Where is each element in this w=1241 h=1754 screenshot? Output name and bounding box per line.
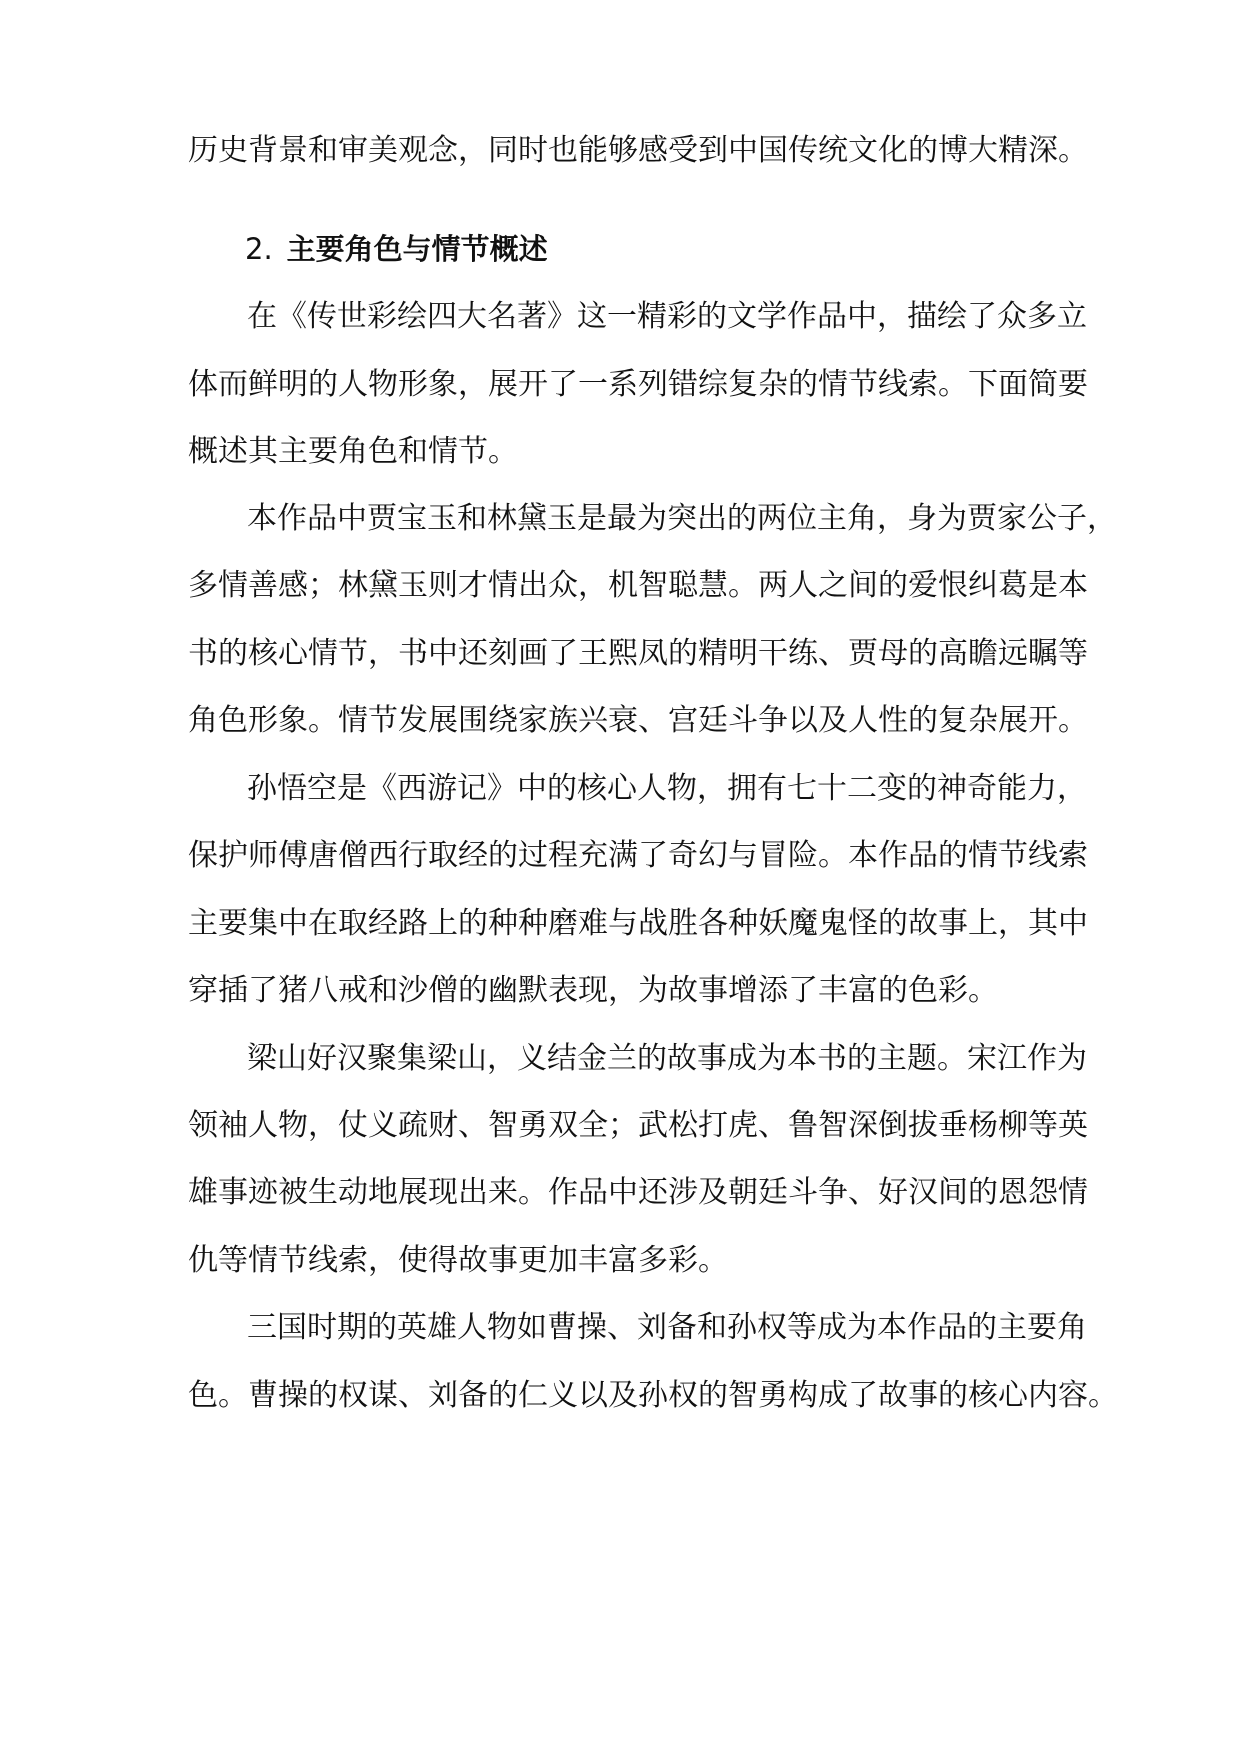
paragraph-line: 梁山好汉聚集梁山，义结金兰的故事成为本书的主题。宋江作为 xyxy=(247,1041,1087,1076)
paragraph-line: 雄事迹被生动地展现出来。作品中还涉及朝廷斗争、好汉间的恩怨情 xyxy=(188,1175,1088,1210)
paragraph-line: 主要集中在取经路上的种种磨难与战胜各种妖魔鬼怪的故事上，其中 xyxy=(188,906,1088,941)
section-heading xyxy=(245,229,548,269)
paragraph-line: 仇等情节线索，使得故事更加丰富多彩。 xyxy=(188,1243,728,1278)
paragraph-line: 保护师傅唐僧西行取经的过程充满了奇幻与冒险。本作品的情节线索 xyxy=(188,838,1088,873)
continuation-text: 历史背景和审美观念，同时也能够感受到中国传统文化的博大精深。 xyxy=(188,133,1088,168)
paragraph-line: 体而鲜明的人物形象，展开了一系列错综复杂的情节线索。下面简要 xyxy=(188,367,1088,402)
paragraph-line: 本作品中贾宝玉和林黛玉是最为突出的两位主角，身为贾家公子， xyxy=(247,501,1117,536)
paragraph-line: 多情善感；林黛玉则才情出众，机智聪慧。两人之间的爱恨纠葛是本 xyxy=(188,568,1088,603)
section-title: 主要角色与情节概述 xyxy=(286,232,548,266)
paragraph-line: 色。曹操的权谋、刘备的仁义以及孙权的智勇构成了故事的核心内容。 xyxy=(188,1378,1118,1413)
paragraph-line: 书的核心情节，书中还刻画了王熙凤的精明干练、贾母的高瞻远瞩等 xyxy=(188,636,1088,671)
section-number: 2. xyxy=(245,232,273,266)
paragraph-line: 穿插了猪八戒和沙僧的幽默表现，为故事增添了丰富的色彩。 xyxy=(188,973,998,1008)
paragraph-line: 三国时期的英雄人物如曹操、刘备和孙权等成为本作品的主要角 xyxy=(247,1310,1087,1345)
paragraph-line: 角色形象。情节发展围绕家族兴衰、宫廷斗争以及人性的复杂展开。 xyxy=(188,703,1088,738)
paragraph-line: 孙悟空是《西游记》中的核心人物，拥有七十二变的神奇能力， xyxy=(247,771,1087,806)
paragraph-line: 领袖人物，仗义疏财、智勇双全；武松打虎、鲁智深倒拔垂杨柳等英 xyxy=(188,1108,1088,1143)
paragraph-line: 在《传世彩绘四大名著》这一精彩的文学作品中，描绘了众多立 xyxy=(247,299,1087,334)
paragraph-line: 概述其主要角色和情节。 xyxy=(188,434,518,469)
